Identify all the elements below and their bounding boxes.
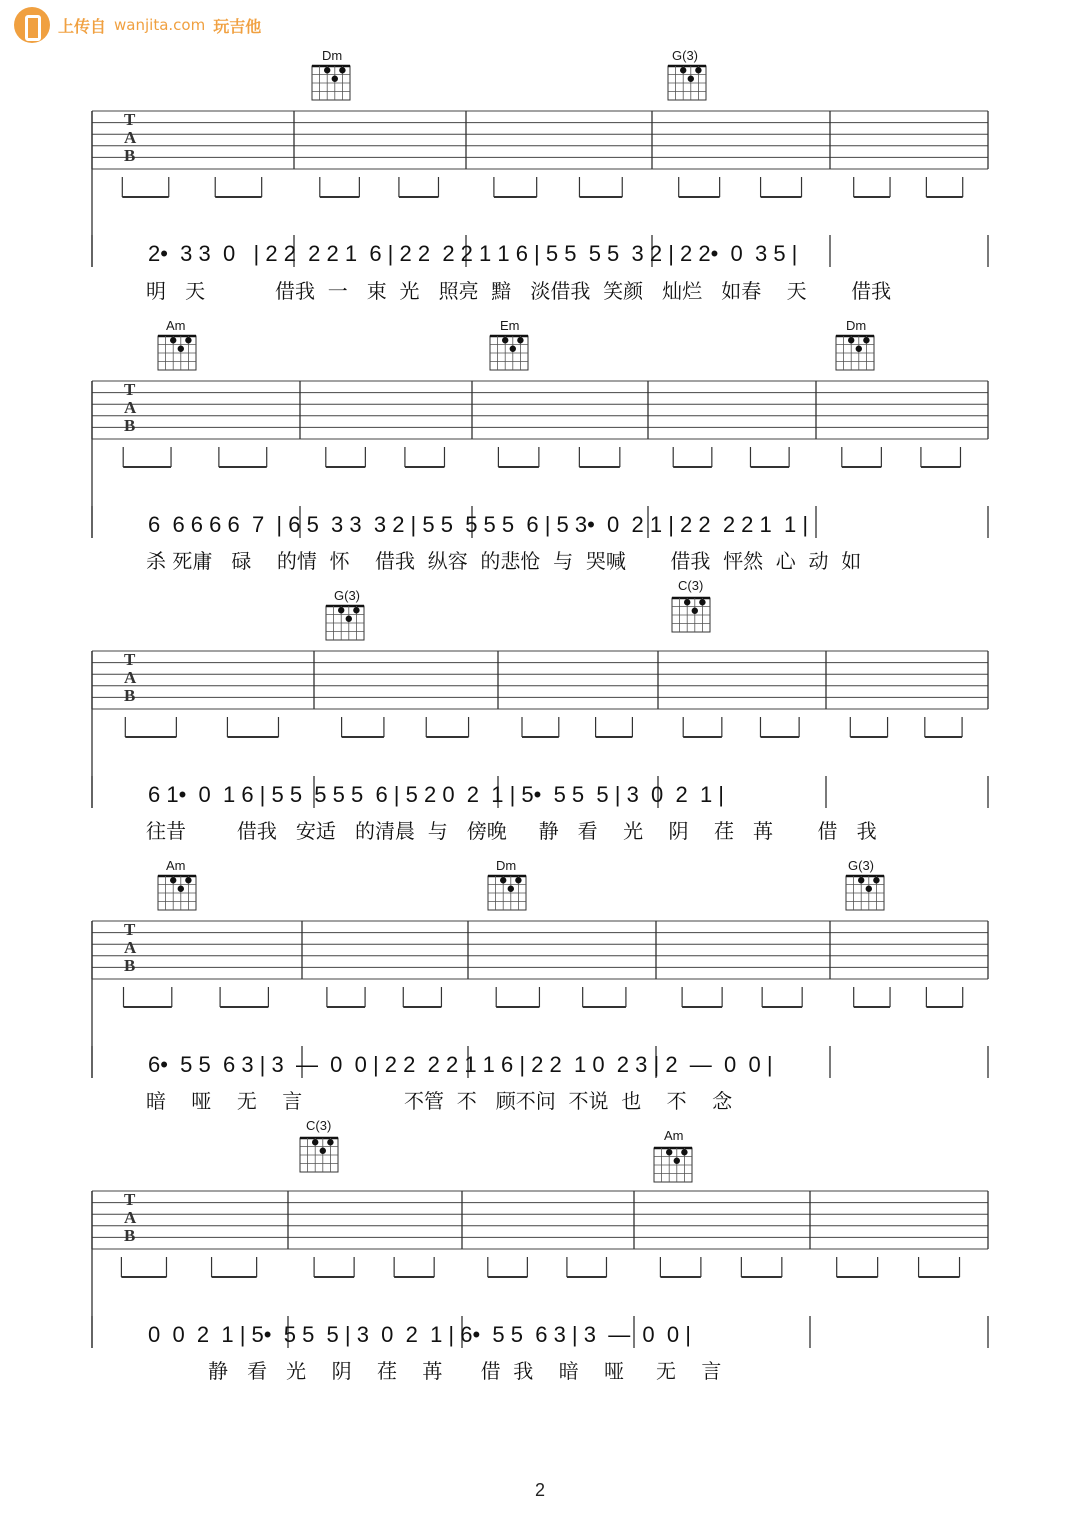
notation-row-2: 6 6 6 6 6 7 | 6 5 3 3 3 2 | 5 5 5 5 5 6 | 5 3• 0 2 1 | 2 2 2 2 1 1 | bbox=[148, 512, 809, 537]
tab-clef-letter: B bbox=[124, 416, 136, 435]
chord-label: Dm bbox=[322, 48, 343, 63]
tab-clef-letter: T bbox=[124, 920, 136, 939]
tab-clef-letter: B bbox=[124, 686, 136, 705]
lyrics-row-3: 往昔 借我 安适 的清晨 与 傍晚 静 看 光 阴 荏 苒 借 我 bbox=[146, 819, 877, 843]
lyrics-row-2: 杀 死庸 碌 的情 怀 借我 纵容 的悲怆 与 哭喊 借我 怦然 心 动 如 bbox=[146, 549, 862, 573]
chord-finger-dot bbox=[178, 346, 184, 352]
chord-label: Am bbox=[664, 1128, 684, 1143]
chord-finger-dot bbox=[856, 346, 862, 352]
watermark-brand: 上传自 bbox=[58, 16, 107, 36]
chord-label: Em bbox=[500, 318, 520, 333]
page-number: 2 bbox=[534, 1480, 545, 1500]
tab-clef-letter: B bbox=[124, 146, 136, 165]
chord-finger-dot bbox=[339, 67, 345, 73]
chord-finger-dot bbox=[695, 67, 701, 73]
chord-label: Am bbox=[166, 318, 186, 333]
chord-label: G(3) bbox=[334, 588, 360, 603]
tab-clef-letter: A bbox=[124, 668, 137, 687]
chord-finger-dot bbox=[680, 67, 686, 73]
tab-clef-letter: A bbox=[124, 938, 137, 957]
chord-finger-dot bbox=[517, 337, 523, 343]
chord-finger-dot bbox=[692, 608, 698, 614]
chord-label: Dm bbox=[496, 858, 517, 873]
chord-finger-dot bbox=[674, 1158, 680, 1164]
watermark-brand2: 玩吉他 bbox=[213, 16, 262, 36]
tab-clef-letter: A bbox=[124, 128, 137, 147]
chord-finger-dot bbox=[332, 76, 338, 82]
chord-finger-dot bbox=[312, 1139, 318, 1145]
tab-clef-letter: A bbox=[124, 1208, 137, 1227]
tab-clef-letter: T bbox=[124, 110, 136, 129]
tab-clef-letter: T bbox=[124, 380, 136, 399]
chord-finger-dot bbox=[170, 877, 176, 883]
chord-finger-dot bbox=[515, 877, 521, 883]
watermark-site: wanjita.com bbox=[114, 16, 206, 34]
chord-finger-dot bbox=[346, 616, 352, 622]
notation-row-3: 6 1• 0 1 6 | 5 5 5 5 5 6 | 5 2 0 2 1 | 5• 5 5 5 | 3 0 2 1 | bbox=[148, 782, 725, 807]
chord-finger-dot bbox=[170, 337, 176, 343]
tab-clef-letter: B bbox=[124, 956, 136, 975]
tab-clef-letter: T bbox=[124, 650, 136, 669]
chord-label: Am bbox=[166, 858, 186, 873]
chord-finger-dot bbox=[353, 607, 359, 613]
lyrics-row-4: 暗 哑 无 言 不管 不 顾不问 不说 也 不 念 bbox=[146, 1089, 733, 1113]
notation-row-4: 6• 5 5 6 3 | 3 — 0 0 | 2 2 2 2 1 1 6 | 2 2 1 0 2 3 | 2 — 0 0 | bbox=[148, 1052, 773, 1077]
chord-finger-dot bbox=[500, 877, 506, 883]
lyrics-row-1: 明 天 借我 一 束 光 照亮 黯 淡借我 笑颜 灿烂 如春 天 借我 bbox=[146, 279, 892, 303]
chord-label: C(3) bbox=[306, 1118, 332, 1133]
chord-finger-dot bbox=[338, 607, 344, 613]
chord-finger-dot bbox=[666, 1149, 672, 1155]
chord-finger-dot bbox=[858, 877, 864, 883]
chord-finger-dot bbox=[185, 877, 191, 883]
notation-row-5: 0 0 2 1 | 5• 5 5 5 | 3 0 2 1 | 6• 5 5 6 3 | 3 — 0 0 | bbox=[148, 1322, 691, 1347]
chord-finger-dot bbox=[681, 1149, 687, 1155]
chord-finger-dot bbox=[178, 886, 184, 892]
chord-finger-dot bbox=[688, 76, 694, 82]
chord-finger-dot bbox=[327, 1139, 333, 1145]
tab-clef-letter: A bbox=[124, 398, 137, 417]
chord-finger-dot bbox=[510, 346, 516, 352]
chord-finger-dot bbox=[324, 67, 330, 73]
chord-label: Dm bbox=[846, 318, 867, 333]
notation-row-1: 2• 3 3 0 | 2 2 2 2 1 6 | 2 2 2 2 1 1 6 | 5 5 5 5 3 2 | 2 2• 0 3 5 | bbox=[148, 241, 798, 266]
chord-finger-dot bbox=[502, 337, 508, 343]
chord-finger-dot bbox=[866, 886, 872, 892]
tab-clef-letter: B bbox=[124, 1226, 136, 1245]
chord-finger-dot bbox=[508, 886, 514, 892]
chord-finger-dot bbox=[873, 877, 879, 883]
chord-finger-dot bbox=[185, 337, 191, 343]
chord-finger-dot bbox=[863, 337, 869, 343]
chord-label: C(3) bbox=[678, 578, 704, 593]
lyrics-row-5: 静 看 光 阴 荏 苒 借 我 暗 哑 无 言 bbox=[208, 1359, 722, 1383]
chord-finger-dot bbox=[848, 337, 854, 343]
tab-clef-letter: T bbox=[124, 1190, 136, 1209]
chord-finger-dot bbox=[699, 599, 705, 605]
chord-label: G(3) bbox=[672, 48, 698, 63]
chord-label: G(3) bbox=[848, 858, 874, 873]
chord-finger-dot bbox=[684, 599, 690, 605]
chord-finger-dot bbox=[320, 1148, 326, 1154]
